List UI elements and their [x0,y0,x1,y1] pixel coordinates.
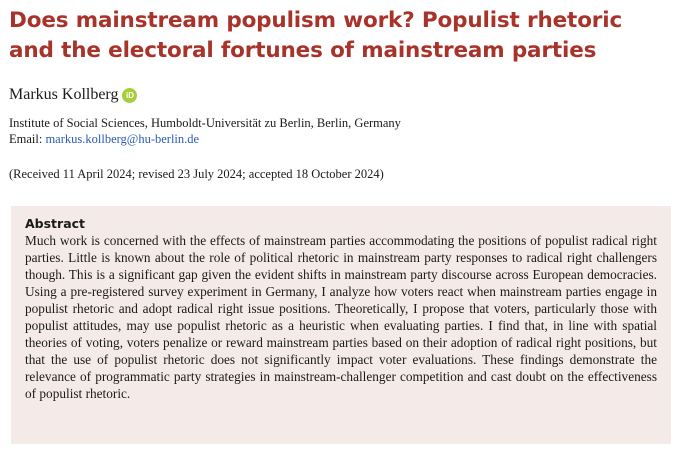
abstract-heading: Abstract [25,216,86,231]
abstract-box [11,206,671,444]
abstract-text: Much work is concerned with the effects of mainstream parties accommodating the positions of populist radical right parties. Little is known about the role of political rhetoric in mainstream party responses to radical right challengers though. This is a significant gap given the evident shifts in mainstream party discourse across European democracies. Using a pre-registered survey experiment in Germany, I analyze how voters react when mainstream parties engage in populist rhetoric and adopt radical right issue positions. Theoretically, I propose that voters, particularly those with populist attitudes, may use populist rhetoric as a heuristic when evaluating parties. I find that, in line with spatial theories of voting, voters penalize or reward mainstream parties based on their adoption of radical right positions, but that the use of populist rhetoric does not significantly impact voter evaluations. These findings demonstrate the relevance of programmatic party strategies in mainstream-challenger competition and cast doubt on the effectiveness of populist rhetoric. [25,233,657,401]
paper-title: Does mainstream populism work? Populist rhetoric and the electoral fortunes of mainstream parties [9,8,623,63]
author-line [9,84,137,106]
author-name: Markus Kollberg [9,86,119,103]
publication-dates: (Received 11 April 2024; revised 23 July 2024; accepted 18 October 2024) [9,167,384,181]
orcid-icon[interactable]: iD [122,88,137,103]
email-line [9,131,199,147]
affiliation: Institute of Social Sciences, Humboldt-Universität zu Berlin, Berlin, Germany [9,116,401,130]
email-link[interactable]: markus.kollberg@hu-berlin.de [45,132,200,146]
email-label: Email: [9,132,43,146]
